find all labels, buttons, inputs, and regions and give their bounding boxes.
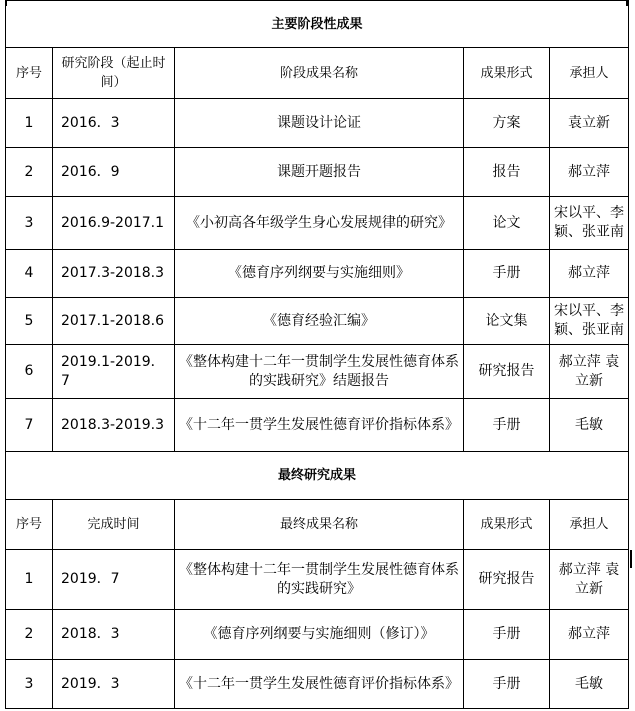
row-responsible: 郝立萍 袁立新: [550, 345, 629, 399]
header-final-result-name: 最终成果名称: [175, 500, 464, 550]
table-row: [6, 197, 629, 250]
header-index: 序号: [6, 48, 53, 99]
row-index: 3: [6, 197, 53, 250]
row-result-form: 论文: [464, 197, 550, 250]
table-row: [6, 99, 629, 148]
header-responsible: 承担人: [550, 500, 629, 550]
row-index: 5: [6, 298, 53, 345]
row-responsible: 毛敏: [550, 660, 629, 709]
header-stage-result-name: 阶段成果名称: [175, 48, 464, 99]
row-result-name: 《小初高各年级学生身心发展规律的研究》: [175, 197, 464, 250]
row-period: 2017.1-2018.6: [53, 298, 175, 345]
row-result-form: 报告: [464, 148, 550, 197]
row-responsible: 郝立萍: [550, 250, 629, 298]
stage-section-title: 主要阶段性成果: [6, 1, 629, 48]
row-period: 2016．9: [53, 148, 175, 197]
header-stage-period: 研究阶段（起止时间）: [53, 48, 175, 99]
row-result-form: 手册: [464, 660, 550, 709]
row-result-name: 课题开题报告: [175, 148, 464, 197]
row-responsible: 宋以平、李颖、张亚南: [550, 298, 629, 345]
table-row: [6, 250, 629, 298]
row-period: 2016.9-2017.1: [53, 197, 175, 250]
row-result-name: 课题设计论证: [175, 99, 464, 148]
table-row: [6, 399, 629, 452]
table-row: [6, 345, 629, 399]
margin-mark: [630, 550, 632, 568]
row-period: 2016．3: [53, 99, 175, 148]
row-index: 2: [6, 148, 53, 197]
row-responsible: 郝立萍: [550, 610, 629, 660]
final-section-title: 最终研究成果: [6, 452, 629, 500]
row-result-name: 《整体构建十二年一贯制学生发展性德育体系的实践研究》: [175, 550, 464, 610]
row-result-form: 论文集: [464, 298, 550, 345]
table-row: [6, 610, 629, 660]
row-result-name: 《德育序列纲要与实施细则》: [175, 250, 464, 298]
row-index: 7: [6, 399, 53, 452]
row-responsible: 郝立萍 袁立新: [550, 550, 629, 610]
row-result-name: 《十二年一贯学生发展性德育评价指标体系》: [175, 399, 464, 452]
row-responsible: 宋以平、李颖、张亚南: [550, 197, 629, 250]
header-responsible: 承担人: [550, 48, 629, 99]
row-result-form: 手册: [464, 250, 550, 298]
table-row: [6, 660, 629, 709]
table-row: [6, 298, 629, 345]
row-result-name: 《德育经验汇编》: [175, 298, 464, 345]
row-completion-time: 2019．7: [53, 550, 175, 610]
row-index: 1: [6, 550, 53, 610]
final-title-row: [6, 452, 629, 500]
row-responsible: 郝立萍: [550, 148, 629, 197]
header-result-form: 成果形式: [464, 48, 550, 99]
header-result-form: 成果形式: [464, 500, 550, 550]
stage-title-row: [6, 1, 629, 48]
row-index: 2: [6, 610, 53, 660]
row-index: 1: [6, 99, 53, 148]
row-responsible: 袁立新: [550, 99, 629, 148]
row-period: 2017.3-2018.3: [53, 250, 175, 298]
stage-header-row: [6, 48, 629, 99]
header-completion-time: 完成时间: [53, 500, 175, 550]
row-result-form: 手册: [464, 399, 550, 452]
row-result-form: 手册: [464, 610, 550, 660]
header-index: 序号: [6, 500, 53, 550]
achievements-document: [5, 0, 628, 711]
row-completion-time: 2018．3: [53, 610, 175, 660]
row-index: 6: [6, 345, 53, 399]
row-period: 2018.3-2019.3: [53, 399, 175, 452]
final-header-row: [6, 500, 629, 550]
table-row: [6, 148, 629, 197]
row-result-form: 方案: [464, 99, 550, 148]
row-result-name: 《德育序列纲要与实施细则（修订）》: [175, 610, 464, 660]
row-result-name: 《十二年一贯学生发展性德育评价指标体系》: [175, 660, 464, 709]
row-period: 2019.1-2019．7: [53, 345, 175, 399]
row-result-name: 《整体构建十二年一贯制学生发展性德育体系的实践研究》结题报告: [175, 345, 464, 399]
row-index: 4: [6, 250, 53, 298]
table-row: [6, 550, 629, 610]
row-result-form: 研究报告: [464, 550, 550, 610]
row-result-form: 研究报告: [464, 345, 550, 399]
row-completion-time: 2019．3: [53, 660, 175, 709]
achievements-table: [5, 0, 629, 709]
row-index: 3: [6, 660, 53, 709]
row-responsible: 毛敏: [550, 399, 629, 452]
